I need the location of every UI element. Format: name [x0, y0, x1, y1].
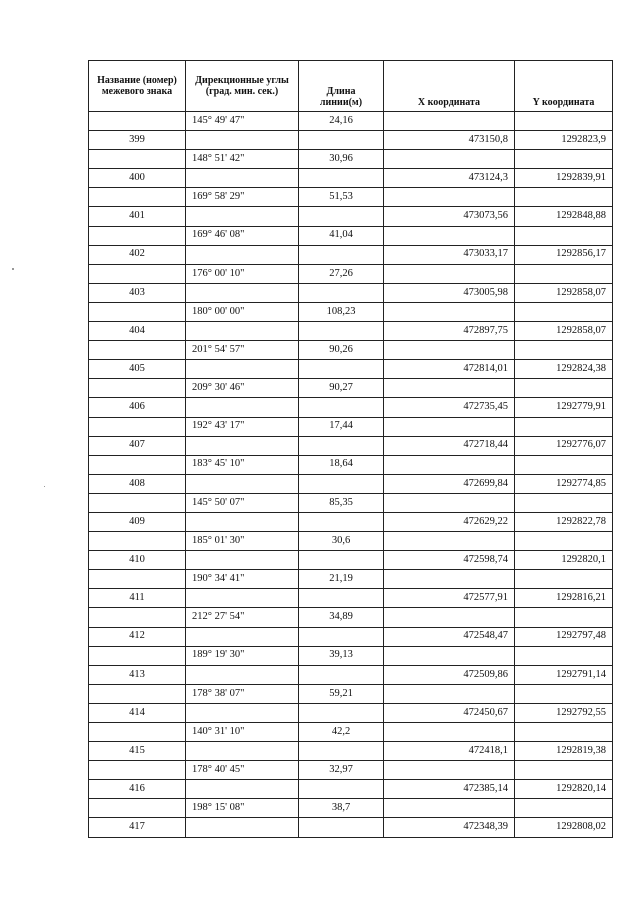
direction-angle-cell — [186, 742, 299, 761]
table-row-line-segment — [89, 150, 613, 169]
line-length-cell: 18,64 — [299, 455, 384, 474]
x-coordinate-cell: 472385,14 — [384, 780, 515, 799]
x-coordinate-cell: 473033,17 — [384, 245, 515, 264]
y-coordinate-cell: 1292824,38 — [515, 360, 613, 379]
line-length-cell — [299, 818, 384, 837]
line-length-cell — [299, 474, 384, 493]
y-coordinate-cell: 1292820,14 — [515, 780, 613, 799]
table-row-boundary-mark — [89, 474, 613, 493]
mark-name-cell: 399 — [89, 131, 186, 150]
table-row-boundary-mark — [89, 436, 613, 455]
direction-angle-cell: 209° 30' 46" — [186, 379, 299, 398]
direction-angle-cell: 140° 31' 10" — [186, 723, 299, 742]
x-coordinate-cell — [384, 493, 515, 512]
line-length-cell — [299, 169, 384, 188]
mark-name-cell — [89, 302, 186, 321]
mark-name-cell: 401 — [89, 207, 186, 226]
y-coordinate-cell — [515, 723, 613, 742]
direction-angle-cell — [186, 360, 299, 379]
x-coordinate-cell: 472548,47 — [384, 627, 515, 646]
mark-name-cell: 406 — [89, 398, 186, 417]
x-coordinate-cell — [384, 341, 515, 360]
direction-angle-cell: 212° 27' 54" — [186, 608, 299, 627]
y-coordinate-cell — [515, 264, 613, 283]
y-coordinate-cell — [515, 532, 613, 551]
x-coordinate-cell — [384, 150, 515, 169]
y-coordinate-cell: 1292822,78 — [515, 512, 613, 531]
table-row-line-segment — [89, 455, 613, 474]
y-coordinate-cell — [515, 684, 613, 703]
y-coordinate-cell — [515, 188, 613, 207]
mark-name-cell — [89, 608, 186, 627]
y-coordinate-cell: 1292791,14 — [515, 665, 613, 684]
line-length-cell — [299, 742, 384, 761]
table-row-line-segment — [89, 379, 613, 398]
table-row-line-segment — [89, 226, 613, 245]
direction-angle-cell — [186, 512, 299, 531]
mark-name-cell: 410 — [89, 551, 186, 570]
mark-name-cell — [89, 226, 186, 245]
y-coordinate-cell — [515, 646, 613, 665]
line-length-cell: 24,16 — [299, 112, 384, 131]
y-coordinate-cell: 1292776,07 — [515, 436, 613, 455]
line-length-cell: 17,44 — [299, 417, 384, 436]
table-row-boundary-mark — [89, 169, 613, 188]
mark-name-cell — [89, 723, 186, 742]
direction-angle-cell: 145° 49' 47" — [186, 112, 299, 131]
x-coordinate-cell: 472450,67 — [384, 703, 515, 722]
table-row-boundary-mark — [89, 512, 613, 531]
table-row-line-segment — [89, 264, 613, 283]
mark-name-cell — [89, 455, 186, 474]
mark-name-cell: 404 — [89, 322, 186, 341]
line-length-cell: 27,26 — [299, 264, 384, 283]
y-coordinate-cell — [515, 455, 613, 474]
x-coordinate-cell — [384, 684, 515, 703]
direction-angle-cell: 192° 43' 17" — [186, 417, 299, 436]
x-coordinate-cell: 472897,75 — [384, 322, 515, 341]
direction-angle-cell: 185° 01' 30" — [186, 532, 299, 551]
table-row-line-segment — [89, 188, 613, 207]
direction-angle-cell — [186, 780, 299, 799]
line-length-cell — [299, 665, 384, 684]
y-coordinate-cell — [515, 493, 613, 512]
direction-angle-cell — [186, 818, 299, 837]
direction-angle-cell: 190° 34' 41" — [186, 570, 299, 589]
mark-name-cell: 416 — [89, 780, 186, 799]
table-row-boundary-mark — [89, 665, 613, 684]
y-coordinate-cell — [515, 799, 613, 818]
mark-name-cell — [89, 379, 186, 398]
table-row-boundary-mark — [89, 245, 613, 264]
line-length-cell — [299, 322, 384, 341]
mark-name-cell — [89, 684, 186, 703]
table-row-boundary-mark — [89, 589, 613, 608]
table-row-boundary-mark — [89, 627, 613, 646]
x-coordinate-cell: 472348,39 — [384, 818, 515, 837]
table-row-line-segment — [89, 532, 613, 551]
line-length-cell: 30,96 — [299, 150, 384, 169]
direction-angle-cell — [186, 131, 299, 150]
y-coordinate-cell — [515, 226, 613, 245]
line-length-cell: 51,53 — [299, 188, 384, 207]
table-row-line-segment — [89, 417, 613, 436]
header-y-coordinate: Y координата — [515, 61, 613, 112]
table-row-line-segment — [89, 302, 613, 321]
y-coordinate-cell: 1292848,88 — [515, 207, 613, 226]
line-length-cell: 90,27 — [299, 379, 384, 398]
y-coordinate-cell: 1292779,91 — [515, 398, 613, 417]
x-coordinate-cell: 472814,01 — [384, 360, 515, 379]
table-body — [89, 112, 613, 838]
x-coordinate-cell — [384, 188, 515, 207]
line-length-cell: 30,6 — [299, 532, 384, 551]
mark-name-cell — [89, 570, 186, 589]
y-coordinate-cell — [515, 608, 613, 627]
direction-angle-cell: 169° 46' 08" — [186, 226, 299, 245]
y-coordinate-cell — [515, 150, 613, 169]
direction-angle-cell — [186, 474, 299, 493]
y-coordinate-cell: 1292792,55 — [515, 703, 613, 722]
mark-name-cell — [89, 341, 186, 360]
scan-speck — [12, 268, 14, 270]
header-direction-angle: Дирекционные углы (град. мин. сек.) — [186, 61, 299, 112]
line-length-cell: 59,21 — [299, 684, 384, 703]
mark-name-cell: 415 — [89, 742, 186, 761]
y-coordinate-cell: 1292820,1 — [515, 551, 613, 570]
header-x-coordinate: X координата — [384, 61, 515, 112]
scan-speck — [44, 486, 45, 487]
table-row-line-segment — [89, 799, 613, 818]
mark-name-cell — [89, 799, 186, 818]
direction-angle-cell — [186, 283, 299, 302]
x-coordinate-cell — [384, 761, 515, 780]
direction-angle-cell — [186, 627, 299, 646]
line-length-cell — [299, 512, 384, 531]
x-coordinate-cell — [384, 646, 515, 665]
table-row-line-segment — [89, 608, 613, 627]
y-coordinate-cell — [515, 761, 613, 780]
direction-angle-cell: 189° 19' 30" — [186, 646, 299, 665]
y-coordinate-cell: 1292858,07 — [515, 322, 613, 341]
table-row-boundary-mark — [89, 703, 613, 722]
table-row-line-segment — [89, 684, 613, 703]
line-length-cell: 108,23 — [299, 302, 384, 321]
mark-name-cell: 403 — [89, 283, 186, 302]
direction-angle-cell: 176° 00' 10" — [186, 264, 299, 283]
x-coordinate-cell — [384, 112, 515, 131]
table-row-boundary-mark — [89, 780, 613, 799]
mark-name-cell: 405 — [89, 360, 186, 379]
x-coordinate-cell — [384, 264, 515, 283]
y-coordinate-cell — [515, 379, 613, 398]
line-length-cell: 21,19 — [299, 570, 384, 589]
line-length-cell: 34,89 — [299, 608, 384, 627]
x-coordinate-cell: 472598,74 — [384, 551, 515, 570]
line-length-cell — [299, 627, 384, 646]
table-row-boundary-mark — [89, 283, 613, 302]
y-coordinate-cell: 1292839,91 — [515, 169, 613, 188]
y-coordinate-cell: 1292856,17 — [515, 245, 613, 264]
table-row-line-segment — [89, 761, 613, 780]
x-coordinate-cell — [384, 226, 515, 245]
mark-name-cell: 400 — [89, 169, 186, 188]
mark-name-cell — [89, 188, 186, 207]
table-row-line-segment — [89, 112, 613, 131]
table-row-boundary-mark — [89, 131, 613, 150]
direction-angle-cell — [186, 169, 299, 188]
mark-name-cell: 417 — [89, 818, 186, 837]
x-coordinate-cell: 472699,84 — [384, 474, 515, 493]
mark-name-cell — [89, 112, 186, 131]
line-length-cell — [299, 780, 384, 799]
direction-angle-cell: 180° 00' 00" — [186, 302, 299, 321]
table-row-boundary-mark — [89, 742, 613, 761]
mark-name-cell: 412 — [89, 627, 186, 646]
line-length-cell — [299, 283, 384, 302]
table-row-boundary-mark — [89, 322, 613, 341]
x-coordinate-cell: 472735,45 — [384, 398, 515, 417]
x-coordinate-cell: 472577,91 — [384, 589, 515, 608]
mark-name-cell — [89, 646, 186, 665]
y-coordinate-cell — [515, 570, 613, 589]
line-length-cell: 39,13 — [299, 646, 384, 665]
line-length-cell — [299, 245, 384, 264]
x-coordinate-cell — [384, 302, 515, 321]
direction-angle-cell — [186, 665, 299, 684]
table-row-boundary-mark — [89, 818, 613, 837]
direction-angle-cell — [186, 322, 299, 341]
direction-angle-cell: 178° 40' 45" — [186, 761, 299, 780]
x-coordinate-cell: 473005,98 — [384, 283, 515, 302]
header-mark-name: Название (номер) межевого знака — [89, 61, 186, 112]
y-coordinate-cell: 1292819,38 — [515, 742, 613, 761]
y-coordinate-cell — [515, 112, 613, 131]
direction-angle-cell — [186, 436, 299, 455]
table-row-line-segment — [89, 570, 613, 589]
table-row-boundary-mark — [89, 398, 613, 417]
x-coordinate-cell: 472418,1 — [384, 742, 515, 761]
direction-angle-cell — [186, 551, 299, 570]
mark-name-cell: 407 — [89, 436, 186, 455]
direction-angle-cell — [186, 589, 299, 608]
table-header-row — [89, 61, 613, 112]
table-row-line-segment — [89, 341, 613, 360]
x-coordinate-cell: 472509,86 — [384, 665, 515, 684]
table-row-boundary-mark — [89, 207, 613, 226]
mark-name-cell — [89, 150, 186, 169]
y-coordinate-cell: 1292823,9 — [515, 131, 613, 150]
direction-angle-cell — [186, 703, 299, 722]
direction-angle-cell: 178° 38' 07" — [186, 684, 299, 703]
x-coordinate-cell: 473150,8 — [384, 131, 515, 150]
mark-name-cell — [89, 417, 186, 436]
mark-name-cell — [89, 493, 186, 512]
y-coordinate-cell: 1292858,07 — [515, 283, 613, 302]
line-length-cell: 41,04 — [299, 226, 384, 245]
x-coordinate-cell: 472718,44 — [384, 436, 515, 455]
line-length-cell: 90,26 — [299, 341, 384, 360]
y-coordinate-cell — [515, 302, 613, 321]
line-length-cell — [299, 436, 384, 455]
boundary-coordinates-table — [88, 60, 613, 838]
x-coordinate-cell: 473124,3 — [384, 169, 515, 188]
x-coordinate-cell — [384, 799, 515, 818]
y-coordinate-cell — [515, 417, 613, 436]
line-length-cell — [299, 207, 384, 226]
mark-name-cell: 411 — [89, 589, 186, 608]
x-coordinate-cell — [384, 723, 515, 742]
direction-angle-cell: 169° 58' 29" — [186, 188, 299, 207]
table-row-line-segment — [89, 646, 613, 665]
table-row-boundary-mark — [89, 360, 613, 379]
x-coordinate-cell — [384, 570, 515, 589]
y-coordinate-cell — [515, 341, 613, 360]
direction-angle-cell — [186, 398, 299, 417]
y-coordinate-cell: 1292816,21 — [515, 589, 613, 608]
mark-name-cell: 409 — [89, 512, 186, 531]
table-row-line-segment — [89, 723, 613, 742]
line-length-cell — [299, 398, 384, 417]
line-length-cell — [299, 589, 384, 608]
direction-angle-cell: 198° 15' 08" — [186, 799, 299, 818]
mark-name-cell: 402 — [89, 245, 186, 264]
header-line-length: Длина линии(м) — [299, 61, 384, 112]
direction-angle-cell: 183° 45' 10" — [186, 455, 299, 474]
line-length-cell: 32,97 — [299, 761, 384, 780]
line-length-cell — [299, 551, 384, 570]
y-coordinate-cell: 1292797,48 — [515, 627, 613, 646]
table-row-line-segment — [89, 493, 613, 512]
y-coordinate-cell: 1292774,85 — [515, 474, 613, 493]
line-length-cell — [299, 703, 384, 722]
x-coordinate-cell — [384, 532, 515, 551]
line-length-cell: 85,35 — [299, 493, 384, 512]
x-coordinate-cell — [384, 608, 515, 627]
x-coordinate-cell: 472629,22 — [384, 512, 515, 531]
mark-name-cell: 408 — [89, 474, 186, 493]
line-length-cell: 38,7 — [299, 799, 384, 818]
mark-name-cell: 413 — [89, 665, 186, 684]
x-coordinate-cell — [384, 455, 515, 474]
line-length-cell — [299, 131, 384, 150]
mark-name-cell — [89, 761, 186, 780]
mark-name-cell — [89, 264, 186, 283]
line-length-cell — [299, 360, 384, 379]
line-length-cell: 42,2 — [299, 723, 384, 742]
x-coordinate-cell: 473073,56 — [384, 207, 515, 226]
x-coordinate-cell — [384, 417, 515, 436]
mark-name-cell: 414 — [89, 703, 186, 722]
direction-angle-cell — [186, 245, 299, 264]
direction-angle-cell: 145° 50' 07" — [186, 493, 299, 512]
mark-name-cell — [89, 532, 186, 551]
y-coordinate-cell: 1292808,02 — [515, 818, 613, 837]
table-row-boundary-mark — [89, 551, 613, 570]
direction-angle-cell: 201° 54' 57" — [186, 341, 299, 360]
direction-angle-cell: 148° 51' 42" — [186, 150, 299, 169]
direction-angle-cell — [186, 207, 299, 226]
x-coordinate-cell — [384, 379, 515, 398]
